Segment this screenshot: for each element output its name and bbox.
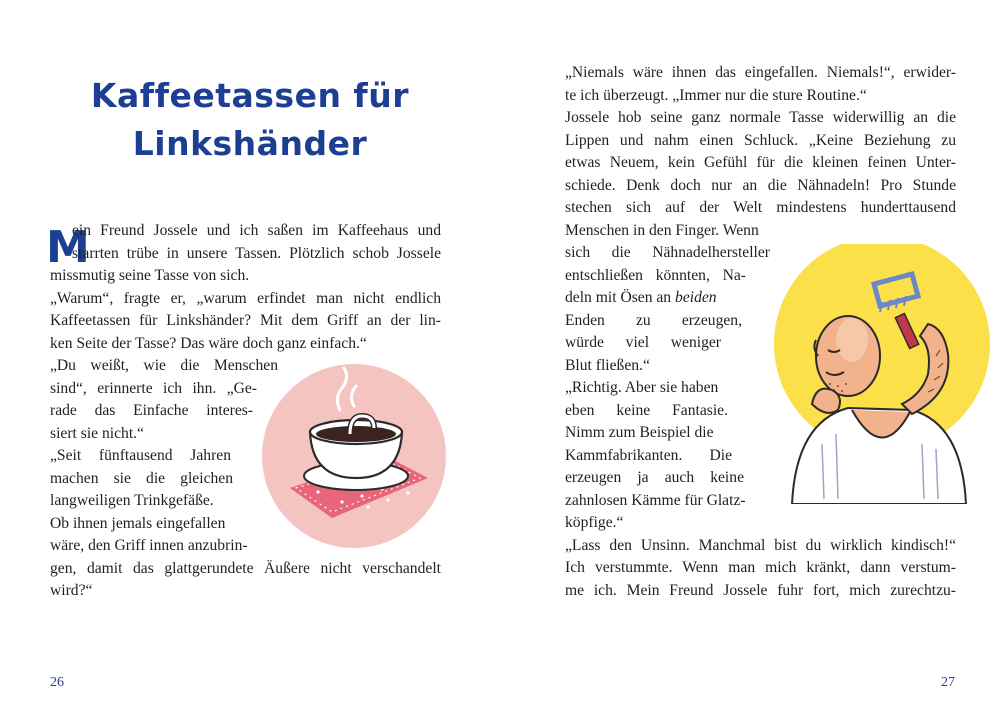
text-line: Kammfabrikanten. Die (565, 447, 732, 464)
text-line: sind“, erinnerte ich ihn. „Ge- (50, 380, 257, 397)
text-line: wäre, den Griff innen anzubrin- (50, 537, 248, 554)
italic-word: beiden (675, 289, 717, 306)
text-line: ein Freund Jossele und ich saßen im Kaffeehaus und (72, 222, 441, 239)
text-line: Nimm zum Beispiel die (565, 424, 714, 441)
text-line: „Du weißt, wie die Menschen (50, 357, 278, 374)
text-line: schiede. Denk doch nur an die Nähnadeln! Pro Stunde (565, 177, 956, 194)
text-line: „Lass den Unsinn. Manchmal bist du wirklich kindisch!“ (565, 537, 956, 554)
text-line: gen, damit das glattgerundete Äußere nicht verschandelt (50, 560, 441, 577)
text-line: me ich. Mein Freund Jossele fuhr fort, mich zurechtzu- (565, 582, 956, 599)
text-line: siert sie nicht.“ (50, 425, 144, 442)
text-line: etwas Neuem, kein Gefühl für die kleinen feinen Unter- (565, 154, 956, 171)
page-number: 27 (941, 675, 955, 690)
text-line: „Warum“, fragte er, „warum erfindet man nicht endlich (50, 290, 441, 307)
text-line: machen sie die gleichen (50, 470, 233, 487)
right-page (504, 0, 1008, 713)
text-line: Enden zu erzeugen, (565, 312, 742, 329)
text-line: rade das Einfache interes- (50, 402, 253, 419)
bald-man-comb-illustration (752, 244, 992, 504)
text-line: „Niemals wäre ihnen das eingefallen. Niemals!“, erwider- (565, 64, 956, 81)
text-line: starrten trübe in unsere Tassen. Plötzlich schob Jossele (72, 245, 441, 262)
text-line: stechen sich auf der Welt mindestens hunderttausend (565, 199, 956, 216)
page-number: 26 (50, 675, 64, 690)
text-line: Ob ihnen jemals eingefallen (50, 515, 226, 532)
text-line: Menschen in den Finger. Wenn (565, 222, 759, 239)
drop-cap: M (46, 222, 90, 273)
text-line: Jossele hob seine ganz normale Tasse widerwillig an die (565, 109, 956, 126)
text-line: te ich überzeugt. „Immer nur die sture Routine.“ (565, 87, 867, 104)
chapter-title (60, 72, 440, 168)
title-line: Kaffeetassen für (90, 76, 410, 115)
text-line: „Seit fünftausend Jahren (50, 447, 231, 464)
text-line: sich die Nähnadelhersteller (565, 244, 770, 261)
title-line: Linkshänder (132, 124, 368, 163)
text-line: Ich verstummte. Wenn man mich kränkt, dann verstum- (565, 559, 956, 576)
text-line: wird?“ (50, 582, 93, 599)
text-line: „Richtig. Aber sie haben (565, 379, 719, 396)
text-line: Kaffeetassen für Linkshänder? Mit dem Griff an der lin- (50, 312, 441, 329)
text-line: langweiligen Trinkgefäße. (50, 492, 214, 509)
text-line: erzeugen ja auch keine (565, 469, 744, 486)
text-line: entschließen könnten, Na- (565, 267, 746, 284)
text-line: Blut fließen.“ (565, 357, 650, 374)
text-line: missmutig seine Tasse von sich. (50, 267, 250, 284)
coffee-cup-illustration (258, 360, 450, 552)
text-line: köpfige.“ (565, 514, 624, 531)
text-line: Lippen und nahm einen Schluck. „Keine Beziehung zu (565, 132, 956, 149)
text-run: deln mit Ösen an (565, 289, 676, 306)
text-line: eben keine Fantasie. (565, 402, 728, 419)
text-line: zahnlosen Kämme für Glatz- (565, 492, 746, 509)
text-line: würde viel weniger (565, 334, 721, 351)
text-line: ken Seite der Tasse? Das wäre doch ganz einfach.“ (50, 335, 367, 352)
text-line (565, 287, 717, 310)
